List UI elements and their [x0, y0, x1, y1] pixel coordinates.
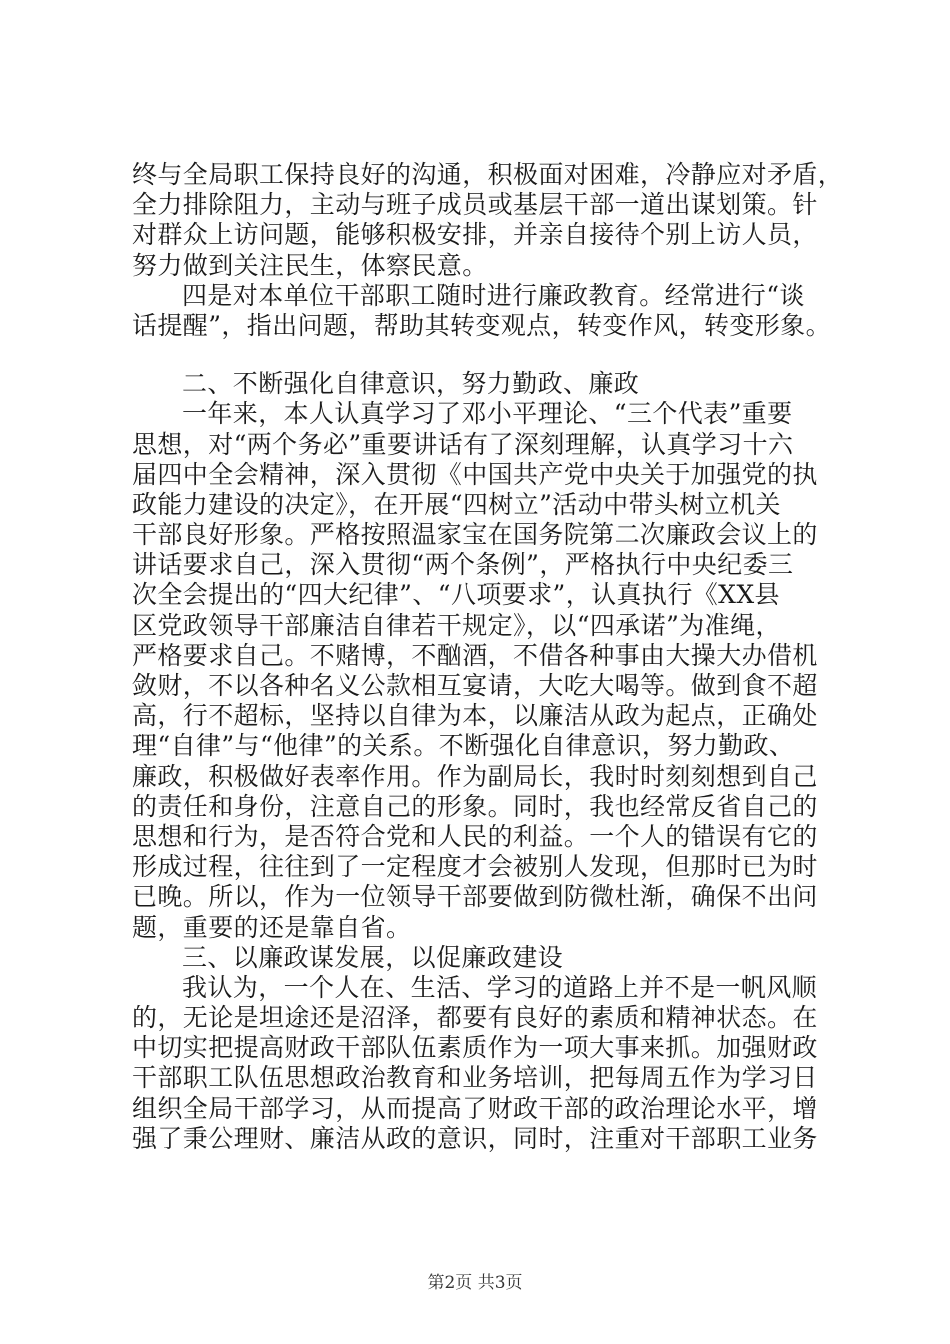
text-line: 严格要求自己。不赌博，不酗酒，不借各种事由大操大办借机 [132, 640, 818, 670]
text-line: 全力排除阻力，主动与班子成员或基层干部一道出谋划策。针 [132, 190, 818, 220]
text-line: 四是对本单位干部职工随时进行廉政教育。经常进行“谈 [182, 280, 805, 310]
text-line: 终与全局职工保持良好的沟通，积极面对困难，冷静应对矛盾， [132, 160, 844, 189]
text-line: 廉政，积极做好表率作用。作为副局长，我时时刻刻想到自己 [132, 761, 818, 791]
text-line: 强了秉公理财、廉洁从政的意识，同时，注重对干部职工业务 [132, 1123, 818, 1153]
section-heading: 三、以廉政谋发展，以促廉政建设 [182, 942, 564, 972]
text-line: 思想和行为，是否符合党和人民的利益。一个人的错误有它的 [132, 821, 818, 851]
text-line: 高，行不超标，坚持以自律为本，以廉洁从政为起点，正确处 [132, 701, 818, 731]
text-line: 组织全局干部学习，从而提高了财政干部的政治理论水平，增 [132, 1093, 818, 1123]
text-line: 的责任和身份，注意自己的形象。同时，我也经常反省自己的 [132, 791, 818, 821]
text-line: 届四中全会精神，深入贯彻《中国共产党中央关于加强党的执 [132, 459, 818, 489]
text-line: 干部良好形象。严格按照温家宝在国务院第二次廉政会议上的 [132, 520, 818, 550]
text-line: 思想，对“两个务必”重要讲话有了深刻理解，认真学习十六 [132, 429, 794, 459]
text-line: 话提醒”，指出问题，帮助其转变观点，转变作风，转变形象。 [132, 310, 831, 340]
text-line: 题，重要的还是靠自省。 [132, 912, 412, 942]
text-line: 次全会提出的“四大纪律”、“八项要求”，认真执行《XX县 [132, 580, 780, 610]
text-line: 已晚。所以，作为一位领导干部要做到防微杜渐，确保不出问 [132, 882, 818, 912]
document-body [132, 160, 844, 1154]
text-line: 理“自律”与“他律”的关系。不断强化自律意识，努力勤政、 [132, 731, 795, 761]
text-line: 敛财，不以各种名义公款相互宴请，大吃大喝等。做到食不超 [132, 671, 818, 700]
text-line: 干部职工队伍思想政治教育和业务培训，把每周五作为学习日 [132, 1063, 818, 1093]
text-line: 的，无论是坦途还是沼泽，都要有良好的素质和精神状态。在 [132, 1003, 818, 1033]
text-line: 区党政领导干部廉洁自律若干规定》，以“四承诺”为准绳， [132, 610, 781, 640]
text-line: 一年来，本人认真学习了邓小平理论、“三个代表”重要 [182, 399, 793, 429]
text-line: 形成过程，往往到了一定程度才会被别人发现，但那时已为时 [132, 852, 818, 882]
paragraph-gap [132, 341, 832, 369]
text-line: 讲话要求自己，深入贯彻“两个条例”，严格执行中央纪委三 [132, 550, 794, 580]
text-line: 中切实把提高财政干部队伍素质作为一项大事来抓。加强财政 [132, 1033, 818, 1063]
text-line: 努力做到关注民生，体察民意。 [132, 250, 488, 280]
page-number-footer: 第2页 共3页 [427, 1273, 523, 1293]
text-line: 对群众上访问题，能够积极安排，并亲自接待个别上访人员， [132, 220, 818, 250]
text-line: 我认为，一个人在、生活、学习的道路上并不是一帆风顺 [182, 972, 818, 1002]
section-heading: 二、不断强化自律意识，努力勤政、廉政 [182, 369, 640, 399]
text-line: 政能力建设的决定》，在开展“四树立”活动中带头树立机关 [132, 489, 781, 519]
